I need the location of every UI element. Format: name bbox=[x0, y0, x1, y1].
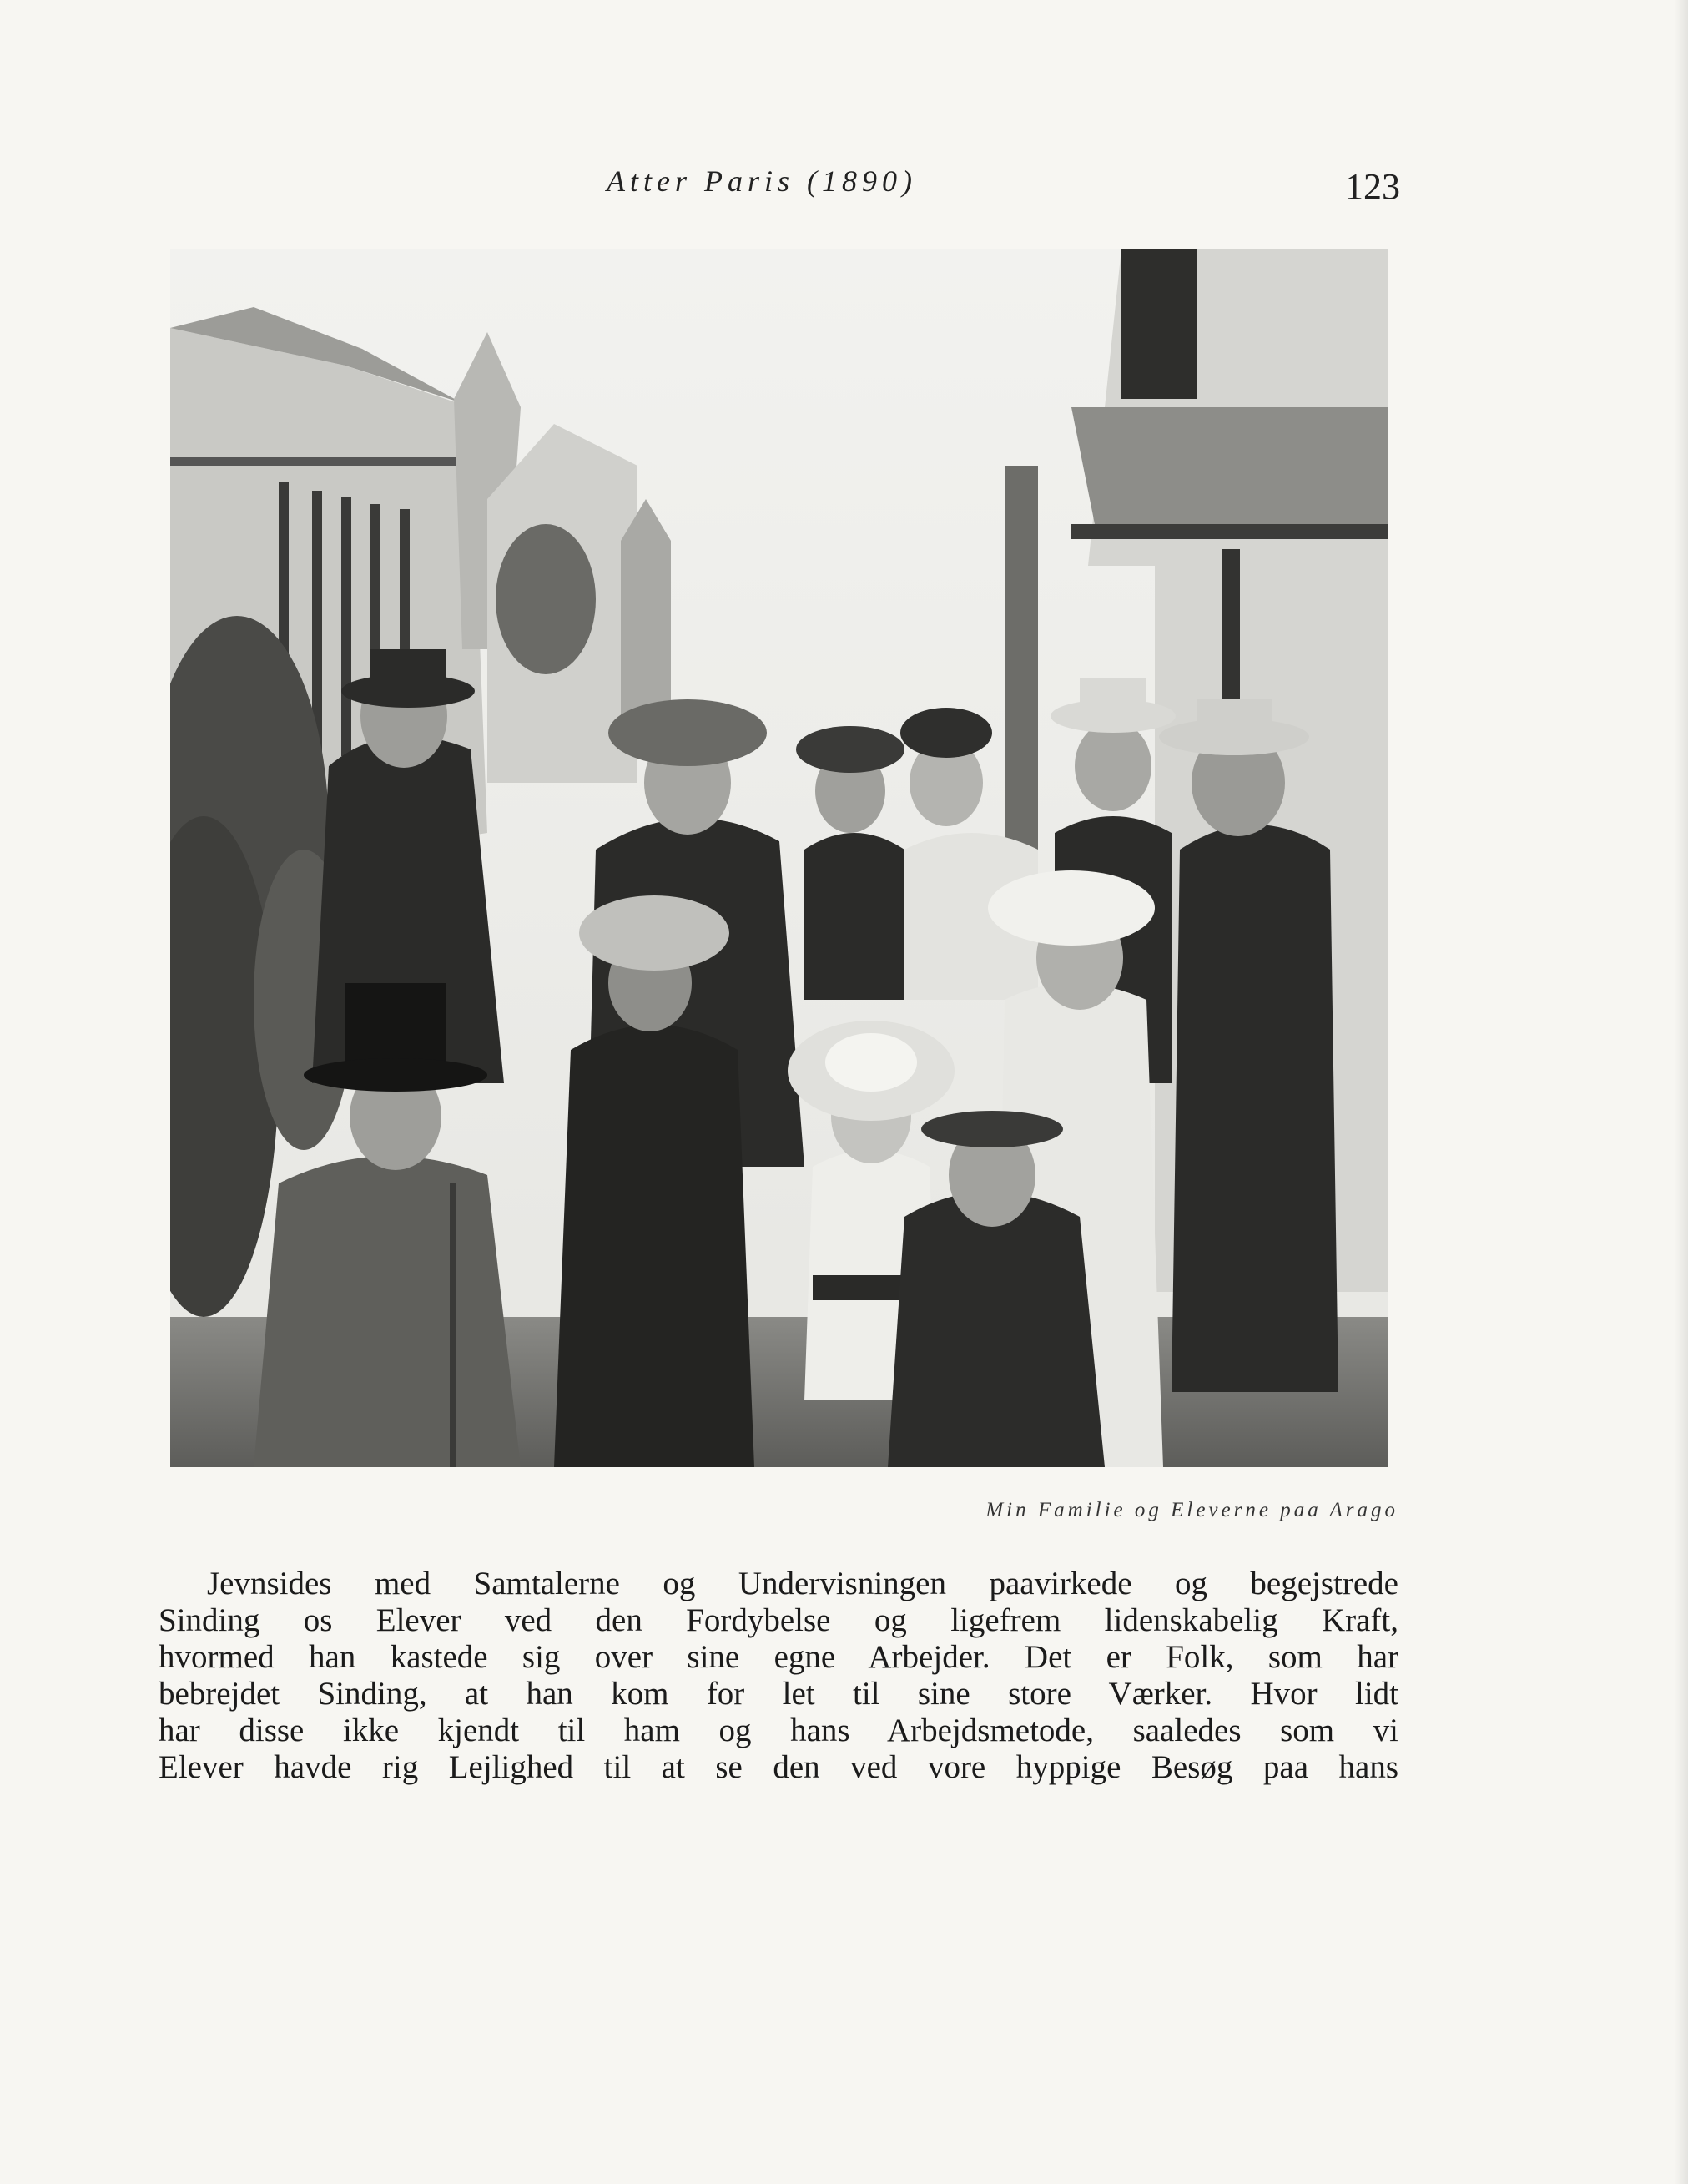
text-line: bebrejdet Sinding, at han kom for let til sine store Værker. Hvor lidt bbox=[159, 1676, 1398, 1712]
running-title: Atter Paris (1890) bbox=[607, 164, 917, 198]
page-edge-shadow bbox=[1675, 0, 1688, 2184]
group-photograph bbox=[170, 249, 1388, 1467]
text-line: har disse ikke kjendt til ham og hans Arbejdsmetode, saaledes som vi bbox=[159, 1712, 1398, 1748]
body-paragraph bbox=[159, 1566, 1398, 1786]
photograph-illustration bbox=[170, 249, 1388, 1467]
text-line: Jevnsides med Samtalerne og Undervisningen paavirkede og begejstrede bbox=[207, 1566, 1398, 1601]
page-number: 123 bbox=[1345, 166, 1400, 207]
text-line: Elever havde rig Lejlighed til at se den ved vore hyppige Besøg paa hans bbox=[159, 1749, 1398, 1785]
running-head bbox=[0, 164, 1688, 210]
photo-caption: Min Familie og Eleverne paa Arago bbox=[985, 1499, 1398, 1521]
text-line: hvormed han kastede sig over sine egne Arbejder. Det er Folk, som har bbox=[159, 1639, 1398, 1675]
text-line: Sinding os Elever ved den Fordybelse og ligefrem lidenskabelig Kraft, bbox=[159, 1602, 1398, 1638]
